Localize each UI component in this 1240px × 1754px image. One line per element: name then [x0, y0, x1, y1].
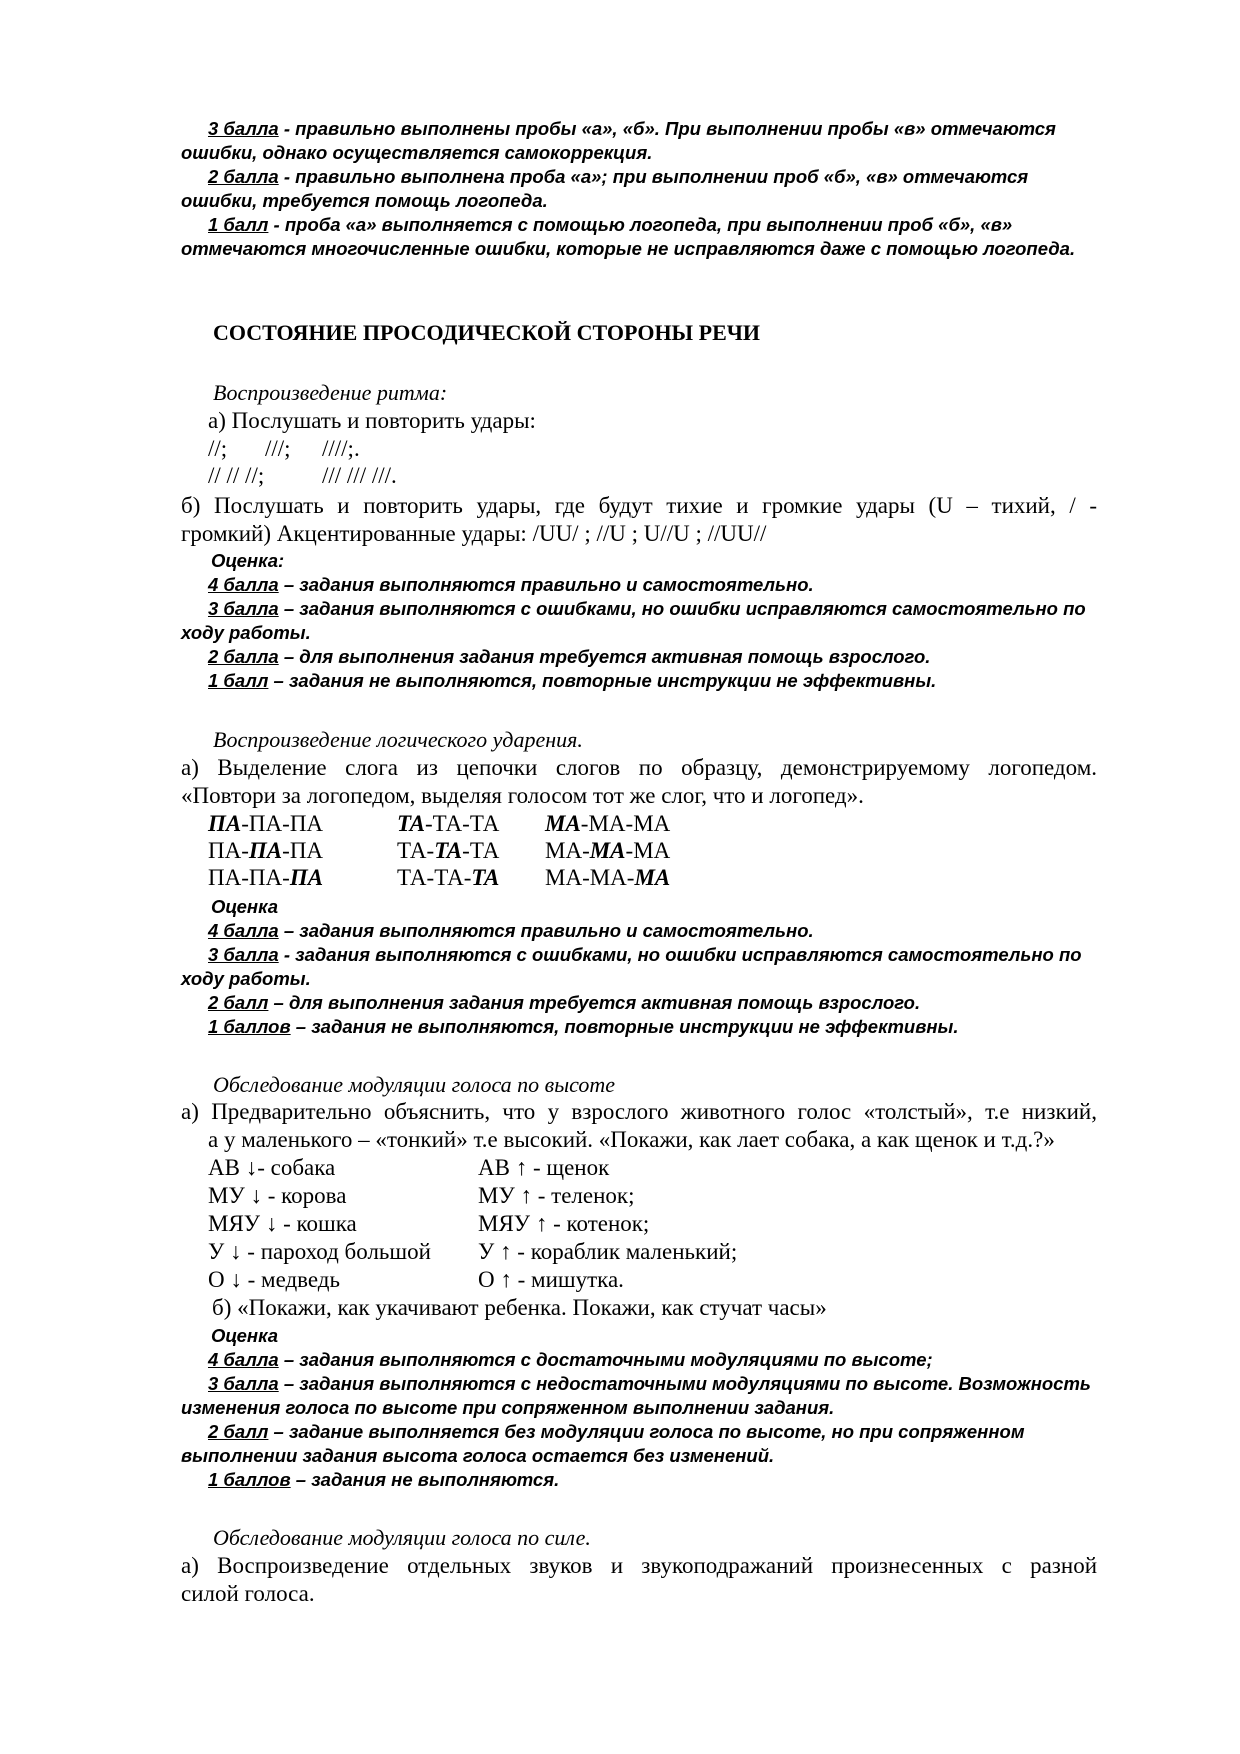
logical-grade-1 [208, 1016, 959, 1038]
pitch-title: Обследование модуляции голоса по высоте [213, 1072, 615, 1097]
logical-grade-3-line1 [208, 944, 1082, 966]
dash: - [625, 838, 634, 863]
syllable-chain-ma-1 [545, 811, 670, 837]
syllable-chain-pa-1 [208, 811, 323, 837]
rhythm-grade-3-line2: ходу работы. [181, 622, 311, 643]
rhythm-pattern-1: //; [208, 436, 228, 461]
syllable-stressed: МА [545, 811, 581, 836]
score-label: 3 балла [208, 118, 279, 139]
syllable: ТА [469, 838, 500, 863]
score-label: 2 балл [208, 1421, 269, 1442]
syllable: ПА [248, 811, 283, 836]
dash: - [462, 811, 470, 836]
score-text: – задание выполняется без модуляции голоса по высоте, но при сопряженном [268, 1421, 1025, 1442]
dash: - [626, 865, 635, 890]
score-text: – задания выполняются с ошибками, но ошибки исправляются самостоятельно по [278, 598, 1086, 619]
score-label: 4 балла [208, 920, 279, 941]
rhythm-task-a: а) Послушать и повторить удары: [208, 408, 536, 433]
syllable-stressed: ПА [289, 865, 324, 890]
syllable: ПА [248, 865, 283, 890]
syllable: ПА [289, 811, 324, 836]
dash: - [282, 811, 290, 836]
syllable: МА [545, 865, 583, 890]
score-text: – задания выполняются с недостаточными модуляциями по высоте. Возможность [278, 1373, 1091, 1394]
syllable: ТА [469, 811, 500, 836]
score-text: - правильно выполнена проба «а»; при выполнении проб «б», «в» отмечаются [278, 166, 1029, 187]
syllable-chain-pa-2 [208, 838, 323, 864]
syllable-chain-pa-3 [208, 865, 323, 891]
dash: - [582, 838, 590, 863]
pitch-pair-high: МУ ↑ - теленок; [478, 1183, 635, 1208]
pitch-pair-low: МЯУ ↓ - кошка [208, 1211, 357, 1236]
dash: - [580, 811, 589, 836]
score-text: - проба «а» выполняется с помощью логопеда, при выполнении проб «б», «в» [268, 214, 1013, 235]
score-label: 3 балла [208, 944, 279, 965]
score-text: – задания не выполняются. [290, 1469, 560, 1490]
syllable: МА [545, 838, 583, 863]
dash: - [241, 865, 249, 890]
syllable: ТА [397, 838, 427, 863]
rhythm-task-b-line2: громкий) Акцентированные удары: /UU/ ; //U ; U//U ; //UU// [181, 521, 767, 546]
force-task-a-line1: а) Воспроизведение отдельных звуков и звукоподражаний произнесенных с разной [181, 1553, 1097, 1578]
pitch-pair-low: У ↓ - пароход большой [208, 1239, 431, 1264]
dash: - [462, 838, 470, 863]
dash: - [241, 838, 249, 863]
syllable: МА [588, 811, 626, 836]
score-label: 1 баллов [208, 1016, 291, 1037]
pitch-grade-3-line2: изменения голоса по высоте при сопряженном выполнении задания. [181, 1397, 835, 1418]
score-text: – задания выполняются правильно и самостоятельно. [278, 920, 814, 941]
rhythm-pattern-5: /// /// ///. [322, 463, 397, 488]
pitch-grade-1 [208, 1469, 559, 1491]
syllable: ТА [434, 865, 464, 890]
intro-score-3-line2: ошибки, однако осуществляется самокоррекция. [181, 142, 653, 163]
force-title: Обследование модуляции голоса по силе. [213, 1525, 591, 1550]
pitch-task-a-line1: а) Предварительно объяснить, что у взрослого животного голос «толстый», т.е низкий, [181, 1099, 1097, 1124]
rhythm-grade-4 [208, 574, 814, 596]
syllable-stressed: ТА [397, 811, 425, 836]
pitch-grade-2-line2: выполнении задания высота голоса остается без изменений. [181, 1445, 775, 1466]
logical-grade-2 [208, 992, 920, 1014]
logical-title: Воспроизведение логического ударения. [213, 727, 583, 752]
dash: - [426, 838, 435, 863]
logical-task-a-line1: а) Выделение слога из цепочки слогов по образцу, демонстрируемому логопедом. [181, 755, 1097, 780]
syllable: МА [633, 811, 671, 836]
rhythm-task-b-line1: б) Послушать и повторить удары, где будут тихие и громкие удары (U – тихий, / - [181, 493, 1097, 518]
score-label: 2 балл [208, 992, 269, 1013]
score-text: – задания не выполняются, повторные инструкции не эффективны. [290, 1016, 959, 1037]
score-text: – для выполнения задания требуется активная помощь взрослого. [268, 992, 921, 1013]
score-label: 4 балла [208, 1349, 279, 1370]
syllable-chain-ma-2 [545, 838, 670, 864]
syllable-chain-ta-3 [397, 865, 499, 891]
intro-score-1-line1 [208, 214, 1012, 236]
intro-score-1-line2: отмечаются многочисленные ошибки, которые не исправляются даже с помощью логопеда. [181, 238, 1076, 259]
syllable-stressed: ПА [248, 838, 283, 863]
logical-grade-4 [208, 920, 814, 942]
score-label: 2 балла [208, 166, 279, 187]
syllable-stressed: МА [634, 865, 671, 890]
pitch-pair-high: У ↑ - кораблик маленький; [478, 1239, 738, 1264]
syllable-stressed: МА [589, 838, 626, 863]
syllable: ТА [397, 865, 427, 890]
rhythm-pattern-3: ////;. [322, 436, 360, 461]
score-label: 1 балл [208, 670, 269, 691]
rhythm-pattern-4: // // //; [208, 463, 265, 488]
force-task-a-line2: силой голоса. [181, 1581, 315, 1606]
pitch-eval-label: Оценка [211, 1325, 278, 1346]
score-text: – для выполнения задания требуется активная помощь взрослого. [278, 646, 931, 667]
pitch-pair-low: О ↓ - медведь [208, 1267, 341, 1292]
syllable-stressed: ПА [208, 811, 242, 836]
syllable-stressed: ТА [434, 838, 463, 863]
pitch-pair-low: МУ ↓ - корова [208, 1183, 347, 1208]
intro-score-2-line2: ошибки, требуется помощь логопеда. [181, 190, 548, 211]
dash: - [625, 811, 634, 836]
score-text: - правильно выполнены пробы «а», «б». При выполнении пробы «в» отмечаются [278, 118, 1056, 139]
logical-grade-3-line2: ходу работы. [181, 968, 311, 989]
pitch-task-a-line2: а у маленького – «тонкий» т.е высокий. «Покажи, как лает собака, а как щенок и т.д.?» [208, 1127, 1055, 1152]
syllable: МА [633, 838, 671, 863]
score-text: – задания не выполняются, повторные инструкции не эффективны. [268, 670, 937, 691]
syllable-chain-ta-1 [397, 811, 499, 837]
dash: - [282, 865, 290, 890]
dash: - [463, 865, 472, 890]
score-label: 1 балл [208, 214, 269, 235]
pitch-pair-high: МЯУ ↑ - котенок; [478, 1211, 650, 1236]
score-text: - задания выполняются с ошибками, но ошибки исправляются самостоятельно по [278, 944, 1082, 965]
score-label: 2 балла [208, 646, 279, 667]
pitch-pair-high: О ↑ - мишутка. [478, 1267, 624, 1292]
intro-score-2-line1 [208, 166, 1028, 188]
score-text: – задания выполняются правильно и самостоятельно. [278, 574, 814, 595]
rhythm-grade-3-line1 [208, 598, 1086, 620]
syllable: ПА [208, 838, 242, 863]
syllable-chain-ma-3 [545, 865, 670, 891]
score-text: – задания выполняются с достаточными модуляциями по высоте; [278, 1349, 933, 1370]
pitch-pair-high: АВ ↑ - щенок [478, 1155, 610, 1180]
score-label: 3 балла [208, 1373, 279, 1394]
rhythm-grade-2 [208, 646, 930, 668]
dash: - [282, 838, 290, 863]
dash: - [582, 865, 590, 890]
rhythm-grade-1 [208, 670, 936, 692]
pitch-grade-3-line1 [208, 1373, 1091, 1395]
pitch-grade-4 [208, 1349, 933, 1371]
intro-score-3-line1 [208, 118, 1056, 140]
pitch-pair-low: АВ ↓- собака [208, 1155, 336, 1180]
pitch-grade-2-line1 [208, 1421, 1025, 1443]
score-label: 4 балла [208, 574, 279, 595]
rhythm-title: Воспроизведение ритма: [213, 380, 448, 405]
dash: - [424, 811, 433, 836]
rhythm-pattern-2: ///; [265, 436, 291, 461]
logical-eval-label: Оценка [211, 896, 278, 917]
syllable: ПА [289, 838, 324, 863]
pitch-task-b: б) «Покажи, как укачивают ребенка. Покажи, как стучат часы» [212, 1295, 827, 1320]
syllable-chain-ta-2 [397, 838, 499, 864]
score-label: 3 балла [208, 598, 279, 619]
syllable: МА [589, 865, 627, 890]
score-label: 1 баллов [208, 1469, 291, 1490]
section-heading: СОСТОЯНИЕ ПРОСОДИЧЕСКОЙ СТОРОНЫ РЕЧИ [213, 320, 761, 345]
dash: - [241, 811, 249, 836]
syllable-stressed: ТА [471, 865, 500, 890]
syllable: ПА [208, 865, 242, 890]
logical-task-a-line2: «Повтори за логопедом, выделяя голосом тот же слог, что и логопед». [181, 783, 864, 808]
dash: - [426, 865, 435, 890]
rhythm-eval-label: Оценка: [211, 550, 285, 571]
syllable: ТА [432, 811, 463, 836]
